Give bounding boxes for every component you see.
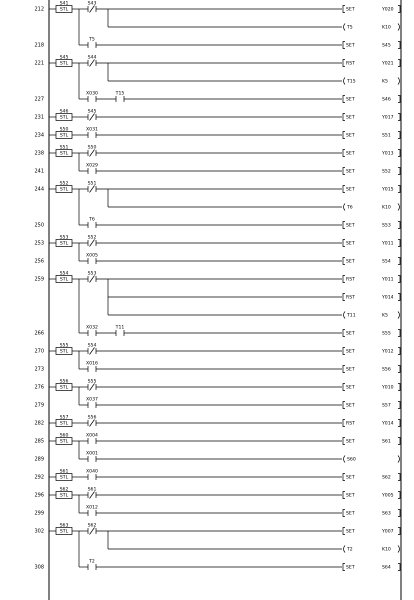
instruction-keyword: RST xyxy=(346,421,355,427)
rungs xyxy=(34,1,400,571)
stl-keyword: STL xyxy=(59,277,69,283)
stl-state-label: S55 xyxy=(59,343,69,349)
instruction-left-bracket xyxy=(343,510,345,517)
instruction-left-bracket xyxy=(343,60,345,67)
stl-keyword: STL xyxy=(59,241,69,247)
stl-state-label: S53 xyxy=(59,235,69,241)
instruction-operand: Y011 xyxy=(382,241,394,247)
instruction-operand: Y021 xyxy=(382,61,394,67)
branch-contact-label: X016 xyxy=(86,361,98,367)
main-contact-label: X040 xyxy=(86,469,98,475)
stl-keyword: STL xyxy=(59,349,69,355)
branch-contact-label: X030 xyxy=(86,91,98,97)
coil-operand: T6 xyxy=(347,205,353,211)
stl-state-label: S46 xyxy=(59,109,69,115)
instruction-operand: S51 xyxy=(382,133,391,139)
step-number: 259 xyxy=(34,276,44,283)
instruction-left-bracket xyxy=(343,294,345,301)
main-contact-nc-slash xyxy=(90,528,95,535)
stl-keyword: STL xyxy=(59,61,69,67)
instruction-keyword: SET xyxy=(346,43,355,49)
instruction-right-bracket xyxy=(398,96,400,103)
step-number: 212 xyxy=(34,6,44,13)
step-number: 273 xyxy=(34,366,44,373)
instruction-keyword: SET xyxy=(346,169,355,175)
timer-preset: K10 xyxy=(382,25,391,31)
step-number: 244 xyxy=(34,186,44,193)
main-contact-nc-slash xyxy=(90,240,95,247)
series-contact-label: T15 xyxy=(115,91,125,97)
step-number: 256 xyxy=(34,258,44,265)
instruction-left-bracket xyxy=(343,402,345,409)
main-contact-nc-slash xyxy=(90,60,95,67)
stl-keyword: STL xyxy=(59,7,69,13)
coil-operand: T15 xyxy=(347,79,356,85)
instruction-keyword: SET xyxy=(346,403,355,409)
branch-contact-label: X037 xyxy=(86,397,98,403)
instruction-operand: S64 xyxy=(382,565,391,571)
instruction-keyword: SET xyxy=(346,439,355,445)
instruction-operand: S54 xyxy=(382,259,391,265)
instruction-operand: Y005 xyxy=(382,493,394,499)
instruction-keyword: SET xyxy=(346,367,355,373)
instruction-keyword: SET xyxy=(346,259,355,265)
instruction-keyword: SET xyxy=(346,115,355,121)
step-number: 296 xyxy=(34,492,44,499)
branch-contact-label: X012 xyxy=(86,505,98,511)
instruction-right-bracket xyxy=(398,366,400,373)
step-number: 231 xyxy=(34,114,44,121)
step-number: 266 xyxy=(34,330,44,337)
step-number: 221 xyxy=(34,60,44,67)
instruction-left-bracket xyxy=(343,492,345,499)
main-contact-nc-slash xyxy=(90,348,95,355)
instruction-keyword: RST xyxy=(346,61,355,67)
stl-state-label: S60 xyxy=(59,433,69,439)
instruction-operand: S63 xyxy=(382,511,391,517)
instruction-left-bracket xyxy=(343,366,345,373)
instruction-keyword: SET xyxy=(346,385,355,391)
instruction-keyword: SET xyxy=(346,511,355,517)
branch-contact-label: T2 xyxy=(89,559,95,565)
instruction-keyword: SET xyxy=(346,97,355,103)
instruction-right-bracket xyxy=(398,114,400,121)
instruction-operand: S52 xyxy=(382,169,391,175)
instruction-keyword: SET xyxy=(346,475,355,481)
instruction-keyword: SET xyxy=(346,331,355,337)
instruction-right-bracket xyxy=(398,474,400,481)
instruction-right-bracket xyxy=(398,150,400,157)
instruction-operand: Y011 xyxy=(382,277,394,283)
step-number: 279 xyxy=(34,402,44,409)
coil-left-arc xyxy=(344,546,346,553)
step-number: 292 xyxy=(34,474,44,481)
instruction-operand: Y020 xyxy=(382,7,394,13)
coil-left-arc xyxy=(344,456,346,463)
main-contact-label: S53 xyxy=(87,271,97,277)
instruction-right-bracket xyxy=(398,240,400,247)
instruction-left-bracket xyxy=(343,222,345,229)
instruction-left-bracket xyxy=(343,276,345,283)
main-contact-label: S52 xyxy=(87,235,97,241)
main-contact-label: S56 xyxy=(87,415,97,421)
instruction-right-bracket xyxy=(398,222,400,229)
instruction-left-bracket xyxy=(343,168,345,175)
coil-operand: T2 xyxy=(347,547,353,553)
coil-left-arc xyxy=(344,204,346,211)
instruction-right-bracket xyxy=(398,510,400,517)
step-number: 289 xyxy=(34,456,44,463)
step-number: 227 xyxy=(34,96,44,103)
main-contact-label: S45 xyxy=(87,109,97,115)
step-number: 302 xyxy=(34,528,44,535)
coil-right-arc xyxy=(398,24,400,31)
instruction-left-bracket xyxy=(343,474,345,481)
main-contact-nc-slash xyxy=(90,186,95,193)
instruction-operand: S53 xyxy=(382,223,391,229)
instruction-left-bracket xyxy=(343,6,345,13)
step-number: 234 xyxy=(34,132,44,139)
step-number: 250 xyxy=(34,222,44,229)
instruction-left-bracket xyxy=(343,348,345,355)
stl-state-label: S63 xyxy=(59,523,69,529)
timer-preset: K10 xyxy=(382,205,391,211)
stl-state-label: S45 xyxy=(59,55,69,61)
stl-keyword: STL xyxy=(59,439,69,445)
instruction-left-bracket xyxy=(343,528,345,535)
instruction-right-bracket xyxy=(398,168,400,175)
step-number: 253 xyxy=(34,240,44,247)
step-number: 218 xyxy=(34,42,44,49)
instruction-left-bracket xyxy=(343,240,345,247)
main-contact-nc-slash xyxy=(90,492,95,499)
branch-contact-label: X029 xyxy=(86,163,98,169)
instruction-operand: S61 xyxy=(382,439,391,445)
instruction-left-bracket xyxy=(343,42,345,49)
stl-state-label: S54 xyxy=(59,271,69,277)
instruction-left-bracket xyxy=(343,150,345,157)
coil-right-arc xyxy=(398,546,400,553)
instruction-operand: S57 xyxy=(382,403,391,409)
instruction-right-bracket xyxy=(398,528,400,535)
stl-state-label: S50 xyxy=(59,127,69,133)
stl-state-label: S57 xyxy=(59,415,69,421)
stl-state-label: S51 xyxy=(59,145,69,151)
instruction-keyword: SET xyxy=(346,7,355,13)
stl-state-label: S62 xyxy=(59,487,69,493)
instruction-operand: Y007 xyxy=(382,529,394,535)
instruction-keyword: RST xyxy=(346,295,355,301)
step-number: 299 xyxy=(34,510,44,517)
step-number: 282 xyxy=(34,420,44,427)
branch-contact-label: T5 xyxy=(89,37,95,43)
instruction-right-bracket xyxy=(398,294,400,301)
instruction-right-bracket xyxy=(398,420,400,427)
coil-right-arc xyxy=(398,204,400,211)
instruction-right-bracket xyxy=(398,60,400,67)
main-contact-nc-slash xyxy=(90,276,95,283)
main-contact-nc-slash xyxy=(90,384,95,391)
main-contact-nc-slash xyxy=(90,150,95,157)
instruction-left-bracket xyxy=(343,186,345,193)
instruction-right-bracket xyxy=(398,492,400,499)
main-contact-label: X004 xyxy=(86,433,98,439)
step-number: 276 xyxy=(34,384,44,391)
instruction-operand: S56 xyxy=(382,367,391,373)
instruction-keyword: RST xyxy=(346,277,355,283)
instruction-operand: Y010 xyxy=(382,385,394,391)
instruction-keyword: SET xyxy=(346,133,355,139)
instruction-operand: Y014 xyxy=(382,295,394,301)
stl-state-label: S41 xyxy=(59,1,69,7)
coil-left-arc xyxy=(344,312,346,319)
stl-state-label: S52 xyxy=(59,181,69,187)
step-number: 308 xyxy=(34,564,44,571)
main-contact-label: S54 xyxy=(87,343,97,349)
step-number: 241 xyxy=(34,168,44,175)
instruction-right-bracket xyxy=(398,132,400,139)
instruction-keyword: SET xyxy=(346,187,355,193)
instruction-left-bracket xyxy=(343,114,345,121)
instruction-keyword: SET xyxy=(346,151,355,157)
instruction-right-bracket xyxy=(398,348,400,355)
instruction-right-bracket xyxy=(398,564,400,571)
timer-preset: K5 xyxy=(382,79,388,85)
main-contact-label: X031 xyxy=(86,127,98,133)
instruction-left-bracket xyxy=(343,564,345,571)
coil-operand: S60 xyxy=(347,457,356,463)
coil-left-arc xyxy=(344,78,346,85)
main-contact-label: S61 xyxy=(87,487,97,493)
instruction-operand: S62 xyxy=(382,475,391,481)
instruction-keyword: SET xyxy=(346,565,355,571)
stl-keyword: STL xyxy=(59,187,69,193)
step-number: 238 xyxy=(34,150,44,157)
instruction-keyword: SET xyxy=(346,493,355,499)
instruction-right-bracket xyxy=(398,276,400,283)
branch-contact-label: X032 xyxy=(86,325,98,331)
instruction-left-bracket xyxy=(343,96,345,103)
instruction-left-bracket xyxy=(343,420,345,427)
step-number: 270 xyxy=(34,348,44,355)
main-contact-label: S51 xyxy=(87,181,97,187)
instruction-operand: S45 xyxy=(382,43,391,49)
instruction-right-bracket xyxy=(398,186,400,193)
coil-operand: T11 xyxy=(347,313,356,319)
instruction-operand: S55 xyxy=(382,331,391,337)
coil-right-arc xyxy=(398,78,400,85)
stl-keyword: STL xyxy=(59,475,69,481)
coil-operand: T5 xyxy=(347,25,353,31)
instruction-operand: Y012 xyxy=(382,349,394,355)
stl-keyword: STL xyxy=(59,529,69,535)
main-contact-label: S55 xyxy=(87,379,97,385)
timer-preset: K10 xyxy=(382,547,391,553)
instruction-keyword: SET xyxy=(346,223,355,229)
branch-contact-label: X005 xyxy=(86,253,98,259)
stl-keyword: STL xyxy=(59,385,69,391)
stl-state-label: S56 xyxy=(59,379,69,385)
main-contact-label: S62 xyxy=(87,523,97,529)
instruction-left-bracket xyxy=(343,384,345,391)
instruction-operand: S46 xyxy=(382,97,391,103)
branch-contact-label: T6 xyxy=(89,217,95,223)
main-contact-nc-slash xyxy=(90,6,95,13)
instruction-right-bracket xyxy=(398,258,400,265)
instruction-operand: Y017 xyxy=(382,115,394,121)
main-contact-label: S43 xyxy=(87,1,97,7)
instruction-keyword: SET xyxy=(346,349,355,355)
instruction-left-bracket xyxy=(343,330,345,337)
stl-keyword: STL xyxy=(59,493,69,499)
main-contact-label: S50 xyxy=(87,145,97,151)
main-contact-label: S44 xyxy=(87,55,97,61)
stl-keyword: STL xyxy=(59,151,69,157)
coil-right-arc xyxy=(398,456,400,463)
stl-keyword: STL xyxy=(59,421,69,427)
coil-left-arc xyxy=(344,24,346,31)
step-number: 285 xyxy=(34,438,44,445)
instruction-right-bracket xyxy=(398,330,400,337)
instruction-keyword: SET xyxy=(346,241,355,247)
instruction-operand: Y015 xyxy=(382,187,394,193)
instruction-left-bracket xyxy=(343,258,345,265)
instruction-right-bracket xyxy=(398,6,400,13)
instruction-right-bracket xyxy=(398,384,400,391)
branch-contact-label: X001 xyxy=(86,451,98,457)
series-contact-label: T11 xyxy=(115,325,125,331)
instruction-left-bracket xyxy=(343,132,345,139)
instruction-right-bracket xyxy=(398,402,400,409)
stl-keyword: STL xyxy=(59,133,69,139)
coil-right-arc xyxy=(398,312,400,319)
instruction-right-bracket xyxy=(398,438,400,445)
stl-keyword: STL xyxy=(59,115,69,121)
main-contact-nc-slash xyxy=(90,420,95,427)
timer-preset: K5 xyxy=(382,313,388,319)
instruction-keyword: SET xyxy=(346,529,355,535)
main-contact-nc-slash xyxy=(90,114,95,121)
instruction-operand: Y013 xyxy=(382,151,394,157)
stl-state-label: S61 xyxy=(59,469,69,475)
instruction-right-bracket xyxy=(398,42,400,49)
instruction-operand: Y014 xyxy=(382,421,394,427)
instruction-left-bracket xyxy=(343,438,345,445)
